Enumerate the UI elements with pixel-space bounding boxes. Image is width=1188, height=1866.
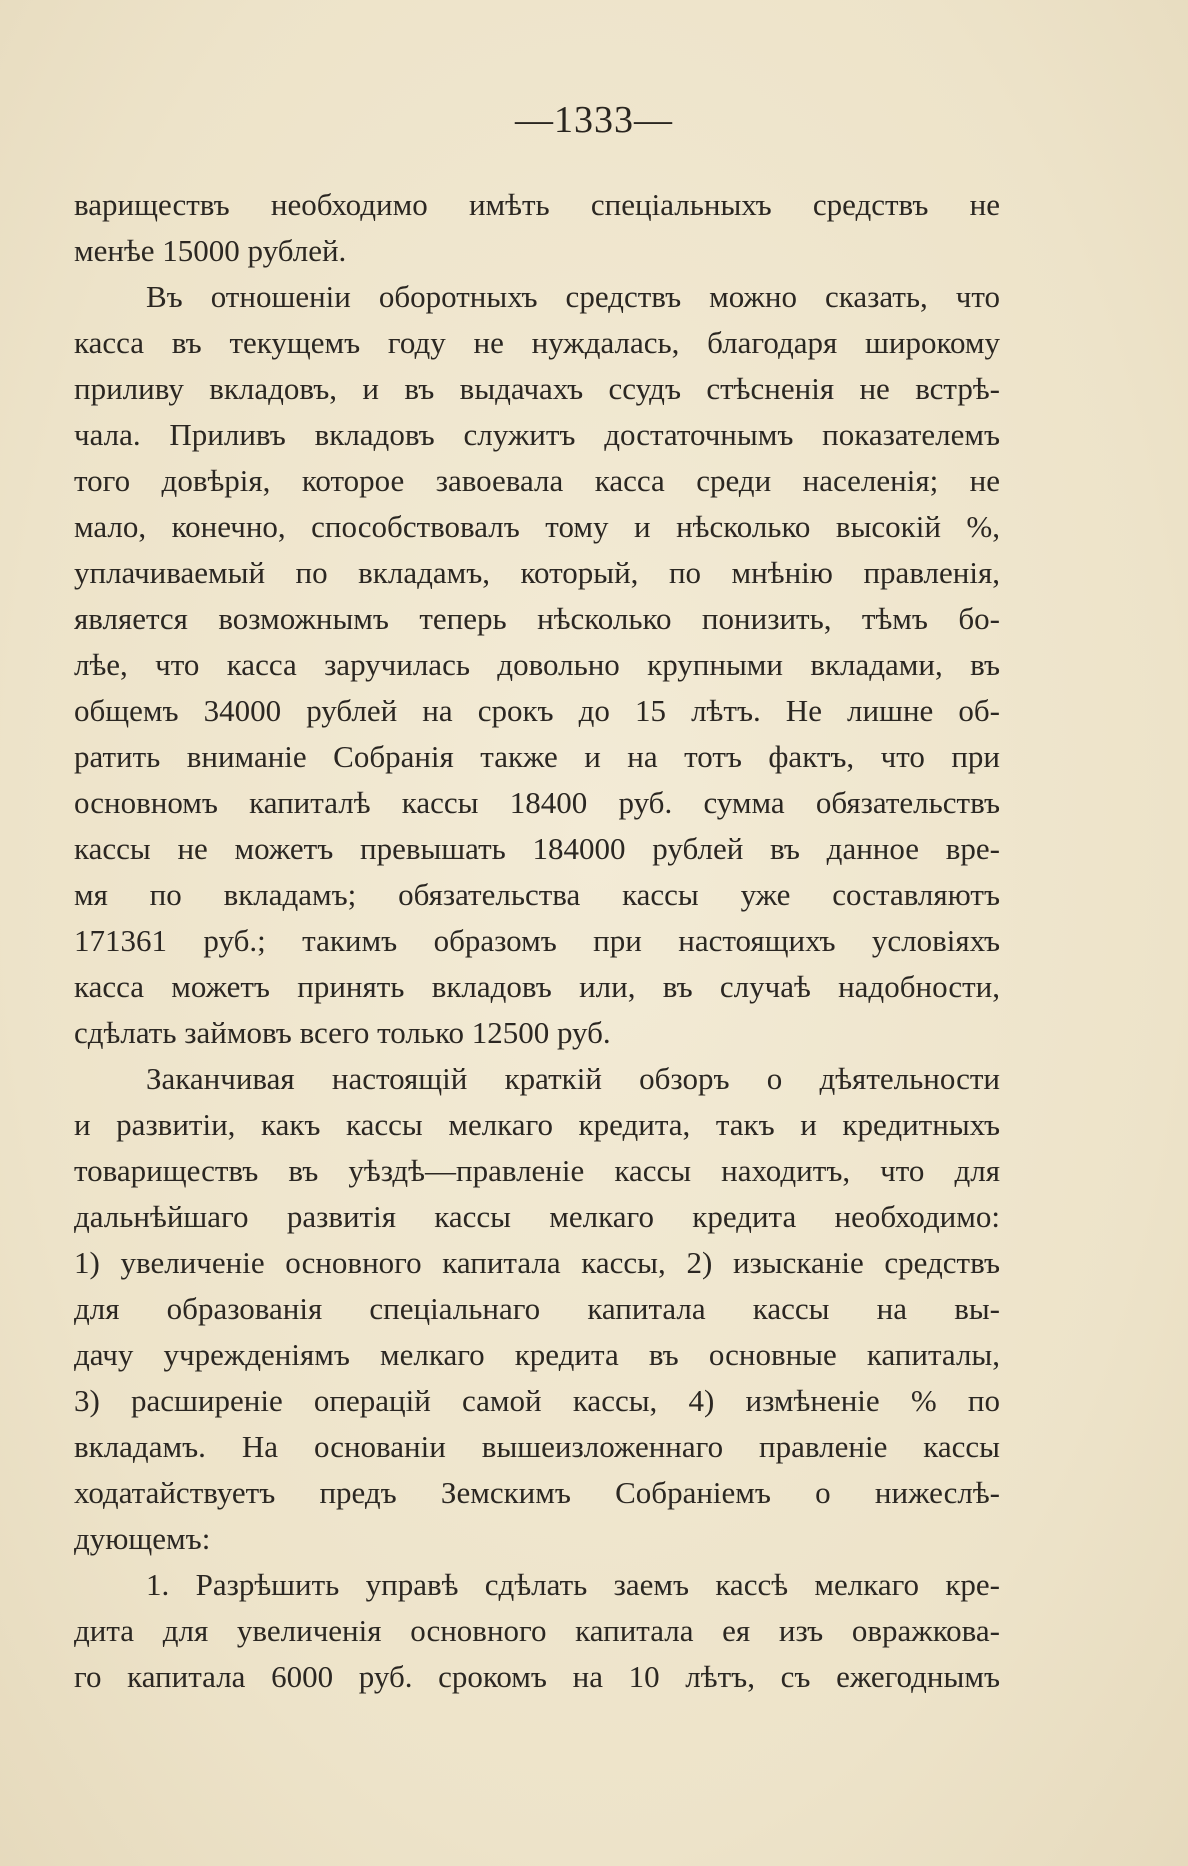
text-line: уплачиваемый по вкладамъ, который, по мнѣнію правленія, <box>74 555 1000 590</box>
text-line: вкладамъ. На основаніи вышеизложеннаго правленіе кассы <box>74 1429 1000 1464</box>
text-line: для образованія спеціальнаго капитала кассы на вы- <box>74 1291 1000 1326</box>
text-line: 1) увеличеніе основного капитала кассы, 2) изысканіе средствъ <box>74 1245 1000 1280</box>
text-line: лѣе, что касса заручилась довольно крупными вкладами, въ <box>74 647 1000 682</box>
text-line: мя по вкладамъ; обязательства кассы уже составляютъ <box>74 877 1000 912</box>
text-line: того довѣрія, которое завоевала касса среди населенія; не <box>74 463 1000 498</box>
text-line: менѣе 15000 рублей. <box>74 233 347 268</box>
text-line: общемъ 34000 рублей на срокъ до 15 лѣтъ. Не лишне об- <box>74 693 1000 728</box>
text-line: касса можетъ принять вкладовъ или, въ случаѣ надобности, <box>74 969 1000 1004</box>
text-line: ратить вниманіе Собранія также и на тотъ фактъ, что при <box>74 739 1000 774</box>
text-line: мало, конечно, способствовалъ тому и нѣсколько высокій %, <box>74 509 1000 544</box>
text-line: дальнѣйшаго развитія кассы мелкаго кредита необходимо: <box>74 1199 1000 1234</box>
text-line: го капитала 6000 руб. срокомъ на 10 лѣтъ, съ ежегоднымъ <box>74 1659 1000 1694</box>
text-line: товариществъ въ уѣздѣ—правленіе кассы находитъ, что для <box>74 1153 1000 1188</box>
text-line: приливу вкладовъ, и въ выдачахъ ссудъ стѣсненія не встрѣ- <box>74 371 1000 406</box>
page-number: —1333— <box>515 99 673 141</box>
text-line: чала. Приливъ вкладовъ служитъ достаточнымъ показателемъ <box>74 417 1000 452</box>
text-line: Въ отношеніи оборотныхъ средствъ можно сказать, что <box>146 279 1000 314</box>
text-line: кассы не можетъ превышать 184000 рублей въ данное вре- <box>74 831 1000 866</box>
text-line: дита для увеличенія основного капитала ея изъ овражкова- <box>74 1613 1000 1648</box>
text-line: Заканчивая настоящій краткій обзоръ о дѣятельности <box>146 1061 1000 1096</box>
text-line: 3) расширеніе операцій самой кассы, 4) измѣненіе % по <box>74 1383 1000 1418</box>
text-line: ходатайствуетъ предъ Земскимъ Собраніемъ о нижеслѣ- <box>74 1475 1000 1510</box>
text-line: касса въ текущемъ году не нуждалась, благодаря широкому <box>74 325 1000 360</box>
text-line: основномъ капиталѣ кассы 18400 руб. сумма обязательствъ <box>74 785 1000 820</box>
text-line: вариществъ необходимо имѣть спеціальныхъ средствъ не <box>74 187 1000 222</box>
text-line: 171361 руб.; такимъ образомъ при настоящихъ условіяхъ <box>74 923 1000 958</box>
text-line: дующемъ: <box>74 1521 211 1556</box>
text-line: является возможнымъ теперь нѣсколько понизить, тѣмъ бо- <box>74 601 1000 636</box>
text-line: сдѣлать займовъ всего только 12500 руб. <box>74 1015 611 1050</box>
text-line: 1. Разрѣшить управѣ сдѣлать заемъ кассѣ мелкаго кре- <box>146 1567 1000 1602</box>
text-line: и развитіи, какъ кассы мелкаго кредита, такъ и кредитныхъ <box>74 1107 1000 1142</box>
body-text <box>74 182 1000 1700</box>
text-line: дачу учрежденіямъ мелкаго кредита въ основные капиталы, <box>74 1337 1000 1372</box>
